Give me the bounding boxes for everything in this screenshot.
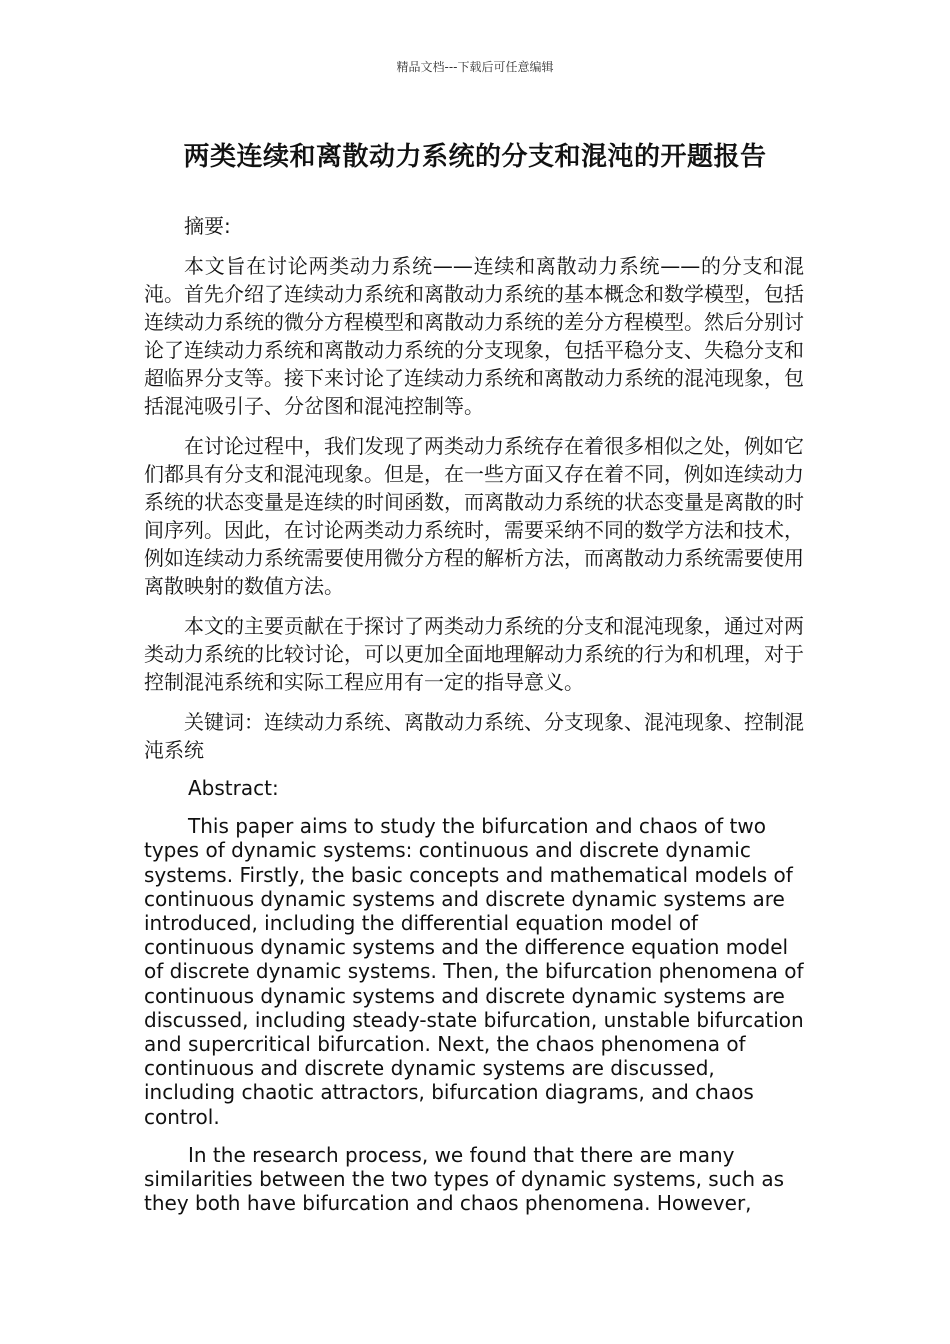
- document-body: [144, 212, 804, 1229]
- zh-paragraph-2: 在讨论过程中，我们发现了两类动力系统存在着很多相似之处，例如它们都具有分支和混沌现象。但是，在一些方面又存在着不同，例如连续动力系统的状态变量是连续的时间函数，而离散动力系统的状态变量是离散的时间序列。因此，在讨论两类动力系统时，需要采纳不同的数学方法和技术，例如连续动力系统需要使用微分方程的解析方法，而离散动力系统需要使用离散映射的数值方法。: [144, 434, 804, 598]
- zh-abstract-label: 摘要:: [184, 214, 231, 238]
- en-paragraph-1: This paper aims to study the bifurcation and chaos of two types of dynamic systems: continuous and discrete dynamic systems. Firstly, the basic concepts and mathematical models of continuous dynamic systems and discrete dynamic systems are introduced, including the differential equation model of continuous dynamic systems and the difference equation model of discrete dynamic systems. Then, the bifurcation phenomena of continuous dynamic systems and discrete dynamic systems are discussed, including steady-state bifurcation, unstable bifurcation and supercritical bifurcation. Next, the chaos phenomena of continuous and discrete dynamic systems are discussed, including chaotic attractors, bifurcation diagrams, and chaos control.: [144, 814, 804, 1129]
- zh-paragraph-3: 本文的主要贡献在于探讨了两类动力系统的分支和混沌现象，通过对两类动力系统的比较讨论，可以更加全面地理解动力系统的行为和机理，对于控制混沌系统和实际工程应用有一定的指导意义。: [144, 614, 804, 694]
- zh-keywords: 关键词：连续动力系统、离散动力系统、分支现象、混沌现象、控制混沌系统: [144, 710, 804, 762]
- zh-paragraph-1: 本文旨在讨论两类动力系统——连续和离散动力系统——的分支和混沌。首先介绍了连续动力系统和离散动力系统的基本概念和数学模型，包括连续动力系统的微分方程模型和离散动力系统的差分方程模型。然后分别讨论了连续动力系统和离散动力系统的分支现象，包括平稳分支、失稳分支和超临界分支等。接下来讨论了连续动力系统和离散动力系统的混沌现象，包括混沌吸引子、分岔图和混沌控制等。: [144, 254, 804, 418]
- document-title: 两类连续和离散动力系统的分支和混沌的开题报告: [183, 142, 767, 172]
- en-abstract-label: Abstract:: [188, 776, 279, 800]
- header-note: 精品文档---下载后可任意编辑: [396, 60, 554, 74]
- en-paragraph-2: In the research process, we found that there are many similarities between the two types of dynamic systems, such as they both have bifurcation and chaos phenomena. However,: [144, 1142, 785, 1216]
